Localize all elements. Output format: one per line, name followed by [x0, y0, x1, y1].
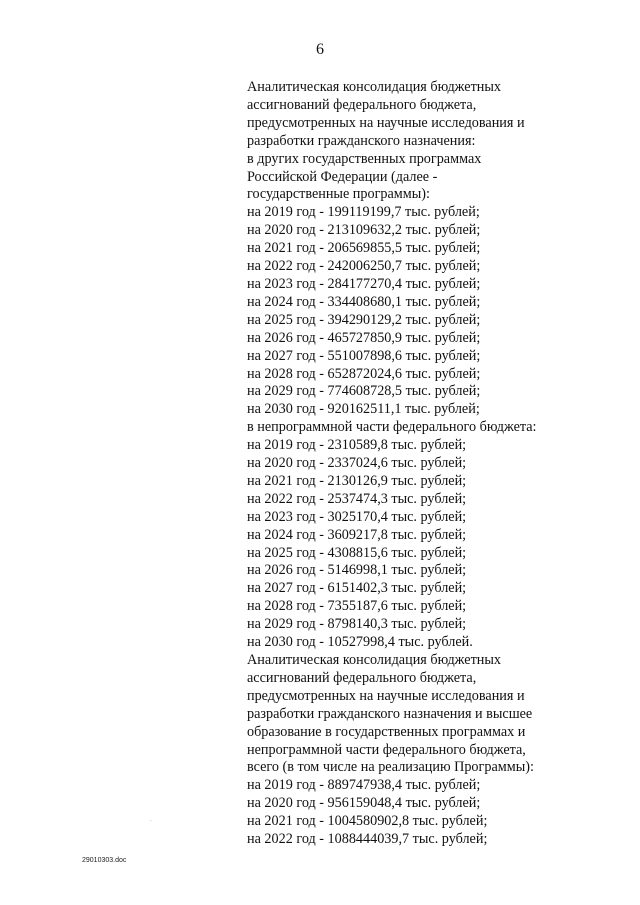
text-line: образование в государственных программах и: [247, 723, 526, 740]
text-line: на 2026 год - 5146998,1 тыс. рублей;: [247, 562, 467, 579]
text-line: на 2020 год - 213109632,2 тыс. рублей;: [247, 222, 481, 239]
text-line: на 2027 год - 6151402,3 тыс. рублей;: [247, 580, 467, 597]
text-line: в других государственных программах: [247, 150, 482, 167]
text-line: ассигнований федерального бюджета,: [247, 96, 477, 113]
text-line: ассигнований федерального бюджета,: [247, 669, 477, 686]
text-line: предусмотренных на научные исследования и: [247, 114, 525, 131]
text-line: на 2023 год - 3025170,4 тыс. рублей;: [247, 508, 467, 525]
text-line: на 2025 год - 394290129,2 тыс. рублей;: [247, 311, 481, 328]
text-line: на 2023 год - 284177270,4 тыс. рублей;: [247, 275, 481, 292]
text-line: на 2019 год - 199119199,7 тыс. рублей;: [247, 204, 480, 221]
text-line: на 2019 год - 889747938,4 тыс. рублей;: [247, 777, 481, 794]
text-line: на 2030 год - 10527998,4 тыс. рублей.: [247, 634, 473, 651]
text-line: государственные программы):: [247, 186, 430, 203]
text-line: предусмотренных на научные исследования и: [247, 687, 525, 704]
margin-mark: ·: [150, 818, 152, 824]
text-line: на 2028 год - 652872024,6 тыс. рублей;: [247, 365, 481, 382]
text-line: на 2019 год - 2310589,8 тыс. рублей;: [247, 437, 467, 454]
text-line: на 2020 год - 956159048,4 тыс. рублей;: [247, 795, 481, 812]
text-line: на 2027 год - 551007898,6 тыс. рублей;: [247, 347, 481, 364]
text-line: на 2030 год - 920162511,1 тыс. рублей;: [247, 401, 480, 418]
text-line: на 2022 год - 242006250,7 тыс. рублей;: [247, 258, 481, 275]
text-line: на 2028 год - 7355187,6 тыс. рублей;: [247, 598, 467, 615]
page-number: 6: [316, 41, 324, 58]
text-line: на 2020 год - 2337024,6 тыс. рублей;: [247, 455, 467, 472]
document-body: [247, 79, 577, 849]
text-line: Аналитическая консолидация бюджетных: [247, 652, 502, 668]
footer-filename: 29010303.doc: [82, 857, 127, 864]
text-line: на 2029 год - 774608728,5 тыс. рублей;: [247, 383, 481, 400]
text-line: на 2021 год - 1004580902,8 тыс. рублей;: [247, 813, 488, 830]
text-line: в непрограммной части федерального бюджета:: [247, 419, 537, 436]
text-line: на 2024 год - 334408680,1 тыс. рублей;: [247, 293, 481, 310]
text-line: на 2024 год - 3609217,8 тыс. рублей;: [247, 526, 467, 543]
text-line: всего (в том числе на реализацию Программы):: [247, 759, 534, 776]
text-line: на 2029 год - 8798140,3 тыс. рублей;: [247, 616, 467, 633]
text-line: Российской Федерации (далее -: [247, 168, 438, 185]
text-line: на 2021 год - 2130126,9 тыс. рублей;: [247, 472, 467, 489]
text-line: на 2026 год - 465727850,9 тыс. рублей;: [247, 329, 481, 346]
text-line: на 2025 год - 4308815,6 тыс. рублей;: [247, 544, 467, 561]
text-line: непрограммной части федерального бюджета,: [247, 741, 526, 758]
text-line: на 2021 год - 206569855,5 тыс. рублей;: [247, 240, 481, 257]
text-line: на 2022 год - 1088444039,7 тыс. рублей;: [247, 831, 488, 848]
text-line: Аналитическая консолидация бюджетных: [247, 79, 502, 95]
text-line: на 2022 год - 2537474,3 тыс. рублей;: [247, 490, 467, 507]
text-line: разработки гражданского назначения и высшее: [247, 705, 533, 722]
text-line: разработки гражданского назначения:: [247, 132, 476, 149]
